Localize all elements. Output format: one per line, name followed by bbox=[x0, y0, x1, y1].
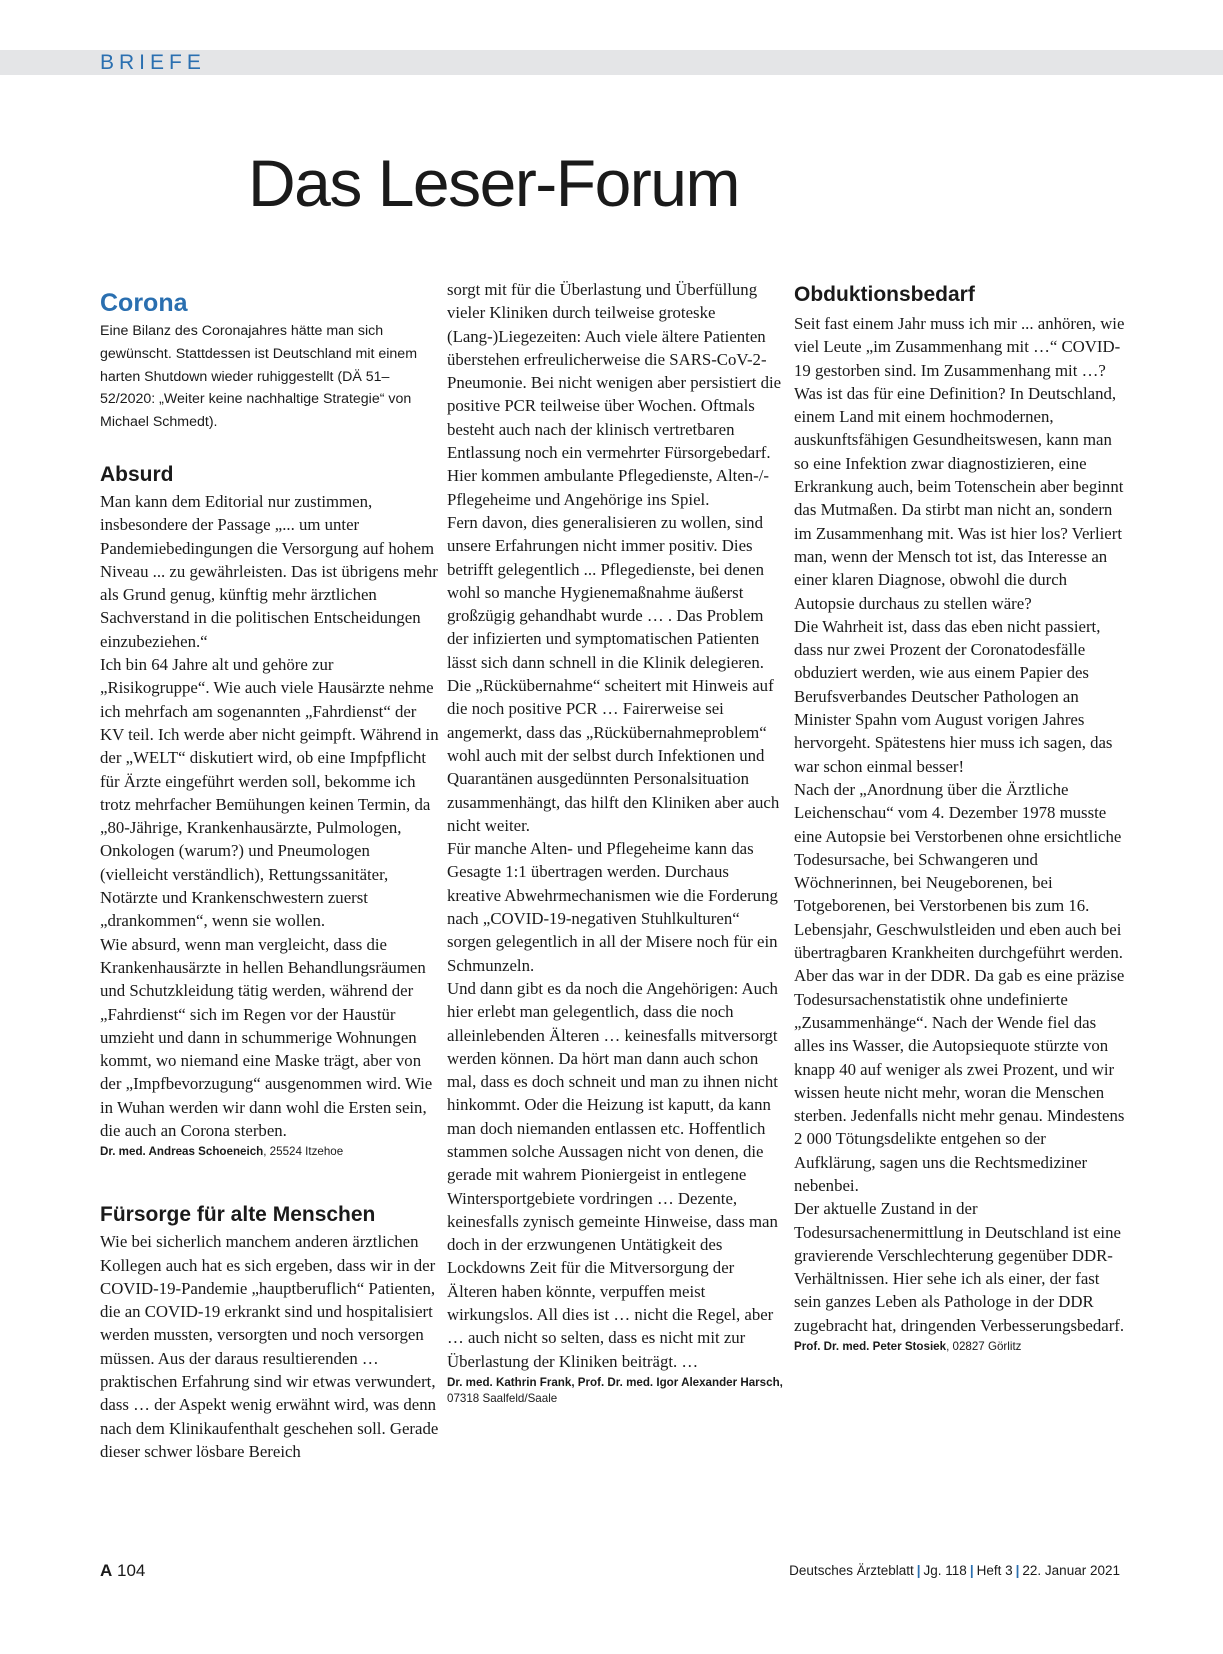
column-2 bbox=[447, 278, 787, 1407]
letter-paragraph: Ich bin 64 Jahre alt und gehöre zur „Risikogruppe“. Wie auch viele Hausärzte nehme ich mehrfach am sogenannten „Fahrdienst“ der KV teil. Ich werde aber nicht geimpft. Während in der „WELT“ diskutiert wird, ob eine Impfpflicht für Ärzte eingeführt werden soll, bekomme ich trotz mehrfacher Bemühungen keinen Termin, da „80-Jährige, Krankenhausärzte, Pulmologen, Onkologen (warum?) und Pneumologen (vielleicht verständlich), Rettungssanitäter, Notärzte und Krankenschwestern zuerst „drankommen“, wenn sie wollen. bbox=[100, 655, 439, 931]
letter-paragraph: Die Wahrheit ist, dass das eben nicht passiert, dass nur zwei Prozent der Coronatodesfälle obduziert werden, wie aus einem Papier des Berufsverbandes Deutscher Pathologen an Minister Spahn vom August vorigen Jahres hervorgeht. Spätestens hier muss ich sagen, das war schon einmal besser! bbox=[794, 616, 1113, 776]
letter-paragraph: Und dann gibt es da noch die Angehörigen: Auch hier erlebt man gelegentlich, dass die noch alleinlebenden Älteren … keinesfalls mitversorgt werden können. Da hört man dann auch schon mal, dass es doch schneit und man zu ihnen nicht hinkommt. Oder die Heizung ist kaputt, da kann man doch niemanden entlassen etc. Hoffentlich stammen solche Aussagen nicht von denen, die gerade mit wahrem Pioniergeist in entlegene Wintersportgebiete vordringen … Dezente, keinesfalls zynisch gemeinte Hinweise, dass man doch in der erzwungenen Untätigkeit des Lockdowns Zeit für die Mitversorgung der Älteren haben könnte, verpuffen meist wirkungslos. All dies ist … nicht die Regel, aber … auch nicht so selten, dass es nicht mit zur Überlastung der Kliniken beiträgt. … bbox=[447, 978, 778, 1371]
letter-paragraph: Man kann dem Editorial nur zustimmen, insbesondere der Passage „... um unter Pandemiebedingungen die Versorgung auf hohem Niveau ... zu gewährleisten. Das ist übrigens mehr als Grund genug, künftig mehr ärztlichen Sachverstand in die politischen Entscheidungen einzubeziehen.“ bbox=[100, 491, 438, 651]
letter-signature bbox=[100, 1144, 440, 1160]
spacer bbox=[100, 1160, 440, 1200]
letter-heading-fuersorge: Fürsorge für alte Menschen bbox=[100, 1203, 376, 1227]
page-title: Das Leser-Forum bbox=[248, 146, 739, 220]
author-name: Dr. med. Kathrin Frank, Prof. Dr. med. Igor Alexander Harsch, bbox=[447, 1375, 783, 1389]
topic-intro: Eine Bilanz des Coronajahres hätte man sich gewünscht. Stattdessen ist Deutschland mit einem harten Shutdown wieder ruhiggestellt (DÄ 51–52/2020: „Weiter keine nachhaltige Strategie“ von Michael Schmedt). bbox=[100, 323, 418, 431]
letter-paragraph: sorgt mit für die Überlastung und Überfüllung vieler Kliniken durch teilweise groteske (Lang-)Liegezeiten: Auch viele ältere Patienten überstehen erfreulicherweise die SARS-CoV-2-Pneumonie. Bei nicht wenigen aber persistiert die positive PCR teilweise über Wochen. Oftmals besteht auch nach der klinisch vertretbaren Entlassung noch ein vermehrter Fürsorgebedarf. Hier kommen ambulante Pflegedienste, Alten-/-Pflegeheime und Angehörige ins Spiel. bbox=[447, 280, 782, 509]
footer-separator: | bbox=[969, 1563, 974, 1578]
author-name: Prof. Dr. med. Peter Stosiek bbox=[794, 1340, 947, 1354]
journal-volume: Jg. 118 bbox=[923, 1563, 967, 1578]
letter-paragraph: Für manche Alten- und Pflegeheime kann das Gesagte 1:1 übertragen werden. Durchaus kreative Abwehrmechanismen wie die Forderung nach „COVID-19-negativen Stuhlkulturen“ sorgen gelegentlich in all der Misere noch für ein Schmunzeln. bbox=[447, 839, 778, 975]
letter-heading-absurd: Absurd bbox=[100, 462, 174, 486]
section-label: BRIEFE bbox=[100, 51, 206, 74]
journal-footer bbox=[789, 1563, 1120, 1578]
journal-date: 22. Januar 2021 bbox=[1022, 1563, 1120, 1578]
letter-paragraph: Nach der „Anordnung über die Ärztliche Leichenschau“ vom 4. Dezember 1978 musste eine Autopsie bei Verstorbenen ohne ersichtliche Todesursache, bei Schwangeren und Wöchnerinnen, bei Neugeborenen, bei Totgeborenen, bei Verstorbenen bis zum 16. Lebensjahr, Geschwulstleiden und eben auch bei übertragbaren Krankheiten durchgeführt werden. bbox=[794, 779, 1123, 963]
journal-name: Deutsches Ärzteblatt bbox=[789, 1563, 914, 1578]
page-number-value: 104 bbox=[112, 1561, 146, 1580]
column-1 bbox=[100, 286, 440, 1463]
footer-separator: | bbox=[916, 1563, 921, 1578]
letter-paragraph: Seit fast einem Jahr muss ich mir ... anhören, wie viel Leute „im Zusammenhang mit …“ COVID-19 gestorben sind. Im Zusammenhang mit …? Was ist das für eine Definition? In Deutschland, einem Land mit einem hochmodernen, auskunftsfähigen Gesundheitswesen, kann man so eine Infektion zwar diagnostizieren, eine Erkrankung auch, beim Totenschein aber beginnt das Mutmaßen. Da stirbt man nicht an, sondern im Zusammenhang mit. Was ist hier los? Verliert man, wenn der Mensch tot ist, das Interesse an einer klaren Diagnose, obwohl die durch Autopsie durchaus zu stellen wäre? bbox=[794, 314, 1125, 613]
letter-paragraph: Aber das war in der DDR. Da gab es eine präzise Todesursachenstatistik ohne undefinierte „Zusammenhänge“. Nach der Wende fiel das alles ins Wasser, die Autopsiequote stürzte von knapp 40 auf weniger als zwei Prozent, und wir wissen heute nicht mehr, woran die Menschen sterben. Jedenfalls nicht mehr genau. Mindestens 2 000 Tötungsdelikte entgehen so der Aufklärung, sagen uns die Rechtsmediziner nebenbei. bbox=[794, 966, 1125, 1195]
letter-heading-obduktionsbedarf: Obduktionsbedarf bbox=[794, 283, 975, 306]
letter-signature bbox=[447, 1375, 787, 1407]
page-prefix: A bbox=[100, 1561, 113, 1580]
topic-heading: Corona bbox=[100, 289, 188, 317]
letter-signature bbox=[794, 1339, 1129, 1355]
author-name: Dr. med. Andreas Schoeneich bbox=[100, 1145, 264, 1159]
journal-issue: Heft 3 bbox=[976, 1563, 1013, 1578]
author-location: , 25524 Itzehoe bbox=[263, 1145, 344, 1159]
author-location: 07318 Saalfeld/Saale bbox=[447, 1391, 558, 1405]
author-location: , 02827 Görlitz bbox=[946, 1340, 1022, 1354]
page-number bbox=[100, 1561, 145, 1581]
letter-paragraph: Wie bei sicherlich manchem anderen ärztlichen Kollegen auch hat es sich ergeben, dass wir in der COVID-19-Pandemie „hauptberuflich“ Patienten, die an COVID-19 erkrankt sind und hospitalisiert werden mussten, versorgten und noch versorgen müssen. Aus der daraus resultierenden … praktischen Erfahrung sind wir etwas verwundert, dass … der Aspekt wenig erwähnt wird, was denn nach dem Klinikaufenthalt geschehen soll. Gerade dieser schwer lösbare Bereich bbox=[100, 1232, 439, 1461]
footer-separator: | bbox=[1015, 1563, 1020, 1578]
letter-paragraph: Fern davon, dies generalisieren zu wollen, sind unsere Erfahrungen nicht immer positiv. Dies betrifft gelegentlich ... Pflegedienste, bei denen wohl so manche Hygienemaßnahme äußerst großzügig gehandhabt wurde … . Das Problem der infizierten und symptomatischen Patienten lässt sich dann schnell in die Klinik delegieren. Die „Rückübernahme“ scheitert mit Hinweis auf die noch positive PCR … Fairerweise sei angemerkt, dass das „Rückübernahmeproblem“ wohl auch mit der selbst durch Infektionen und Quarantänen ausgedünnten Personalsituation zusammenhängt, das hilft den Kliniken aber auch nicht weiter. bbox=[447, 512, 780, 835]
letter-paragraph: Wie absurd, wenn man vergleicht, dass die Krankenhausärzte in hellen Behandlungsräumen und Schutzkleidung tätig werden, während der „Fahrdienst“ sich im Regen vor der Haustür umzieht und dann in schummerige Wohnungen kommt, wo niemand eine Maske trägt, aber von der „Impfbevorzugung“ ausgenommen wird. Wie in Wuhan werden wir dann wohl die Ersten sein, die auch an Corona sterben. bbox=[100, 934, 433, 1140]
column-3 bbox=[794, 278, 1129, 1355]
letter-paragraph: Der aktuelle Zustand in der Todesursachenermittlung in Deutschland ist eine gravierende Verschlechterung gegenüber DDR-Verhältnissen. Hier sehe ich als einer, der fast sein ganzes Leben als Pathologe in der DDR zugebracht hat, dringenden Verbesserungsbedarf. bbox=[794, 1199, 1125, 1335]
